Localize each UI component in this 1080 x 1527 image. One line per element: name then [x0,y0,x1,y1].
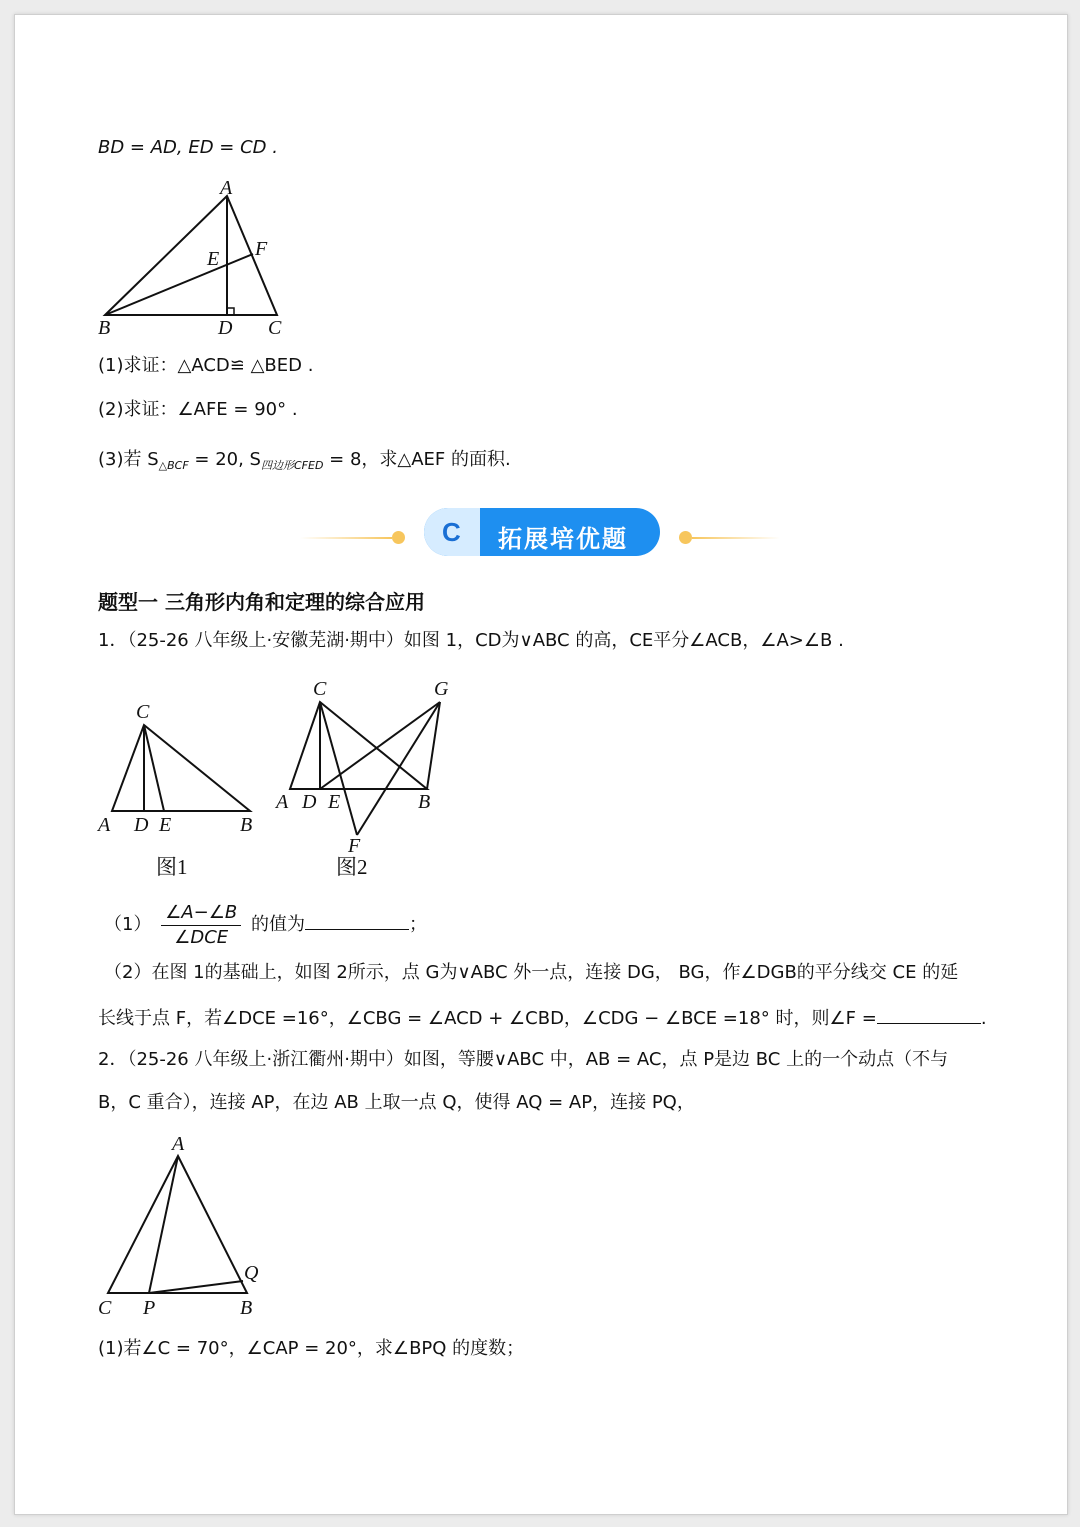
triangle-abc-fig1 [112,725,250,811]
figure-2 [272,674,462,884]
answer-blank-2 [877,1005,981,1024]
fig2-label-d: D [302,791,317,813]
section-banner [300,508,780,566]
fraction [161,901,241,950]
q1-part-2-line-1: （2）在图 1的基础上，如图 2所示，点 G为∨ABC 外一点，连接 DG， BG，作∠DGB的平分线交 CE 的延 [104,962,959,983]
fig1-label-b: B [240,814,253,836]
fig1-label-c: C [136,701,150,723]
q1-part-1: （1） $\frac{\angle A-\angle B}{\text{∠DCE}}$ 的值为 ； [104,901,427,948]
question-part-2: (2)求证：∠AFE = 90° . [98,399,298,420]
q2-stem-line-2: B，C 重合），连接 AP，在边 AB 上取一点 Q，使得 AQ = AP，连接 PQ， [98,1092,695,1113]
figure-q2 [92,1130,272,1322]
fraction-numerator: ∠A−∠B [161,901,241,926]
fig2-label-c: C [313,678,327,700]
fig1-label-d: D [134,814,149,836]
banner-dot-right [679,531,692,544]
fig2-caption: 图2 [336,855,368,879]
label-b: B [98,317,111,339]
segment-dg [320,702,440,789]
question-part-3: (3)若 $S_{\triangle BCF} = 20$, $S_{四边形CFED} = 8$，求△AEF 的面积. [98,449,511,472]
q2-stem-line-1: 2．（25-26 八年级上·浙江衢州·期中）如图，等腰∨ABC 中，AB = AC，点 P是边 BC 上的一个动点（不与 [98,1049,949,1070]
figure-1 [92,696,272,886]
segment-gf [357,702,440,835]
banner-pill [424,508,660,556]
banner-dot-left [392,531,405,544]
fig1-caption: 图1 [156,855,188,879]
q2-label-p: P [143,1297,156,1319]
label-f: F [255,238,268,260]
label-d: D [218,317,233,339]
banner-letter: C [442,517,461,547]
fraction-denominator: ∠DCE [174,926,229,948]
fig1-label-a: A [98,814,111,836]
fig2-label-g: G [434,678,449,700]
right-angle-mark [227,308,234,315]
q2-label-q: Q [244,1262,259,1284]
segment-ap [149,1156,178,1293]
fig2-label-e: E [328,791,341,813]
q2-part-1: (1)若∠C = 70°，∠CAP = 20°，求∠BPQ 的度数； [98,1338,525,1359]
fig2-label-f: F [348,835,361,857]
intro-line: BD = AD, ED = CD . [98,137,278,158]
label-e: E [207,248,220,270]
banner-title: 拓展培优题 [498,525,628,553]
section-heading: 题型一 三角形内角和定理的综合应用 [98,590,425,614]
q1-stem: 1．（25-26 八年级上·安徽芜湖·期中）如图 1，CD为∨ABC 的高，CE平分∠ACB，∠A>∠B . [98,630,844,651]
answer-blank-1 [305,911,409,930]
segment-gb [427,702,440,789]
fig2-label-b: B [418,791,431,813]
figure-triangle-abc-top [90,174,300,340]
q2-label-c: C [98,1297,112,1319]
q2-label-b: B [240,1297,253,1319]
fig2-label-a: A [276,791,289,813]
label-a: A [220,177,233,199]
segment-cf [320,702,357,835]
fig1-label-e: E [159,814,172,836]
segment-bf [105,254,253,315]
q2-label-a: A [172,1133,185,1155]
question-part-1: (1)求证：△ACD≌ △BED . [98,355,314,376]
triangle-abc-fig2 [290,702,427,789]
q1-part-2-line-2: 长线于点 F，若∠DCE =16°，∠CBG = ∠ACD + ∠CBD，∠CDG − ∠BCE =18° 时，则∠F = . [98,1005,987,1031]
segment-pq [149,1281,243,1293]
triangle-abc-q2 [108,1156,247,1293]
label-c: C [268,317,282,339]
